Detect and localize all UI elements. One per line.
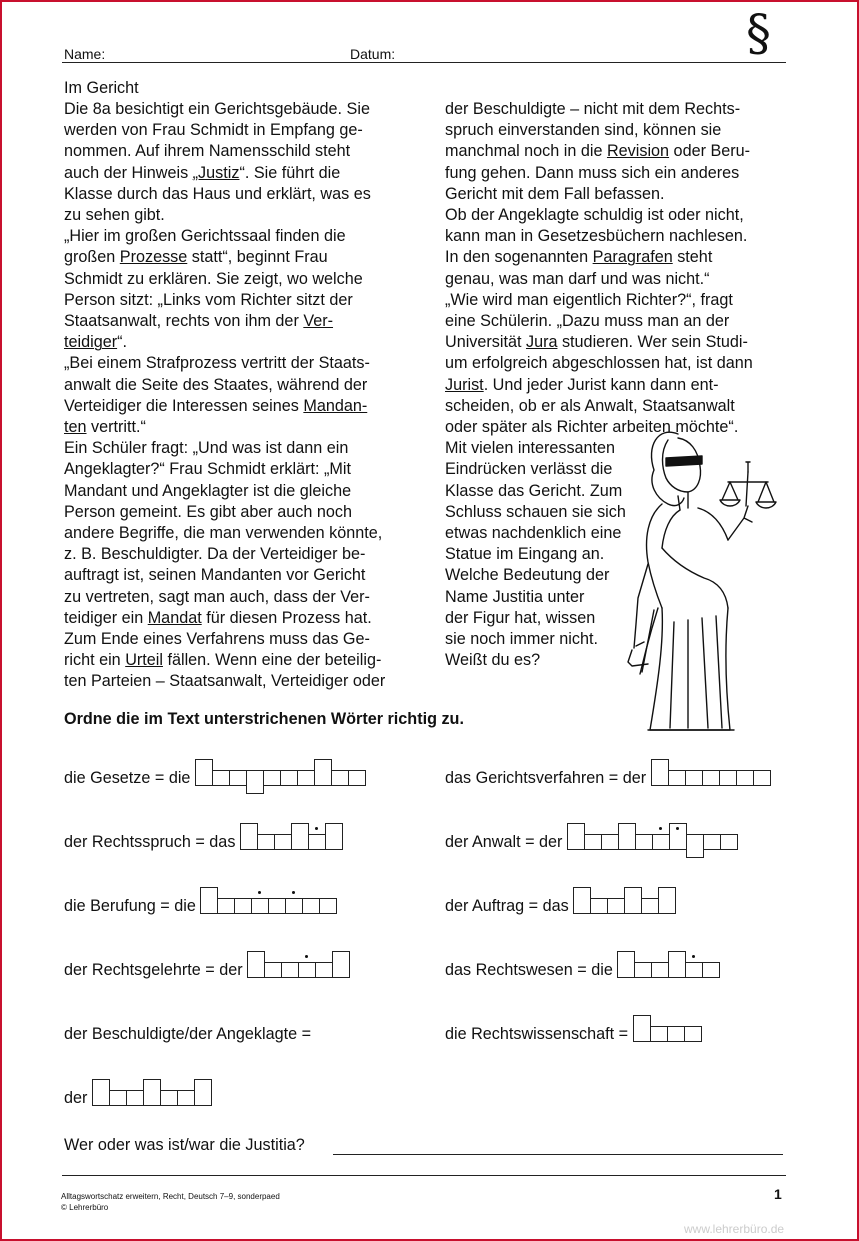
- paragraph-icon: §: [746, 4, 771, 62]
- letter-box[interactable]: [624, 887, 642, 914]
- exercise-beschuldigte: [64, 1024, 311, 1044]
- letter-box[interactable]: [635, 834, 653, 850]
- footer-rule: [62, 1175, 786, 1176]
- exercise-rechtsgelehrte: [64, 960, 351, 980]
- right-text-line: Eindrücken verlässt die: [445, 460, 613, 479]
- right-text-line: Ob der Angeklagte schuldig ist oder nicht,: [445, 206, 744, 225]
- letter-box-group: [573, 898, 677, 914]
- letter-box[interactable]: [314, 759, 332, 786]
- letter-box[interactable]: [160, 1090, 178, 1106]
- letter-box[interactable]: [194, 1079, 212, 1106]
- right-text-line: Mit vielen interessanten: [445, 439, 616, 458]
- right-text-line: Name Justitia unter: [445, 587, 585, 606]
- letter-box[interactable]: [264, 962, 282, 978]
- underlined-word: Jura: [525, 333, 558, 352]
- left-text-line: Person gemeint. Es gibt aber auch noch: [64, 502, 352, 521]
- letter-box[interactable]: [298, 962, 316, 978]
- letter-box[interactable]: [567, 823, 585, 850]
- right-text-line: spruch einverstanden sind, können sie: [445, 121, 722, 140]
- right-text-line: Jurist. Und jeder Jurist kann dann ent-: [445, 375, 719, 394]
- umlaut-dot-marker: [315, 827, 318, 830]
- exercise-prompt: der Auftrag = das: [445, 897, 574, 915]
- left-text-line: Verteidiger die Interessen seines Mandan-: [64, 396, 368, 415]
- letter-box[interactable]: [573, 887, 591, 914]
- letter-box[interactable]: [652, 834, 670, 850]
- letter-box[interactable]: [195, 759, 213, 786]
- left-text-line: auch der Hinweis „Justiz“. Sie führt die: [64, 163, 341, 182]
- left-text-line: werden von Frau Schmidt in Empfang ge-: [64, 121, 363, 140]
- letter-box[interactable]: [217, 898, 235, 914]
- letter-box[interactable]: [641, 898, 659, 914]
- letter-box[interactable]: [702, 770, 720, 786]
- letter-box-group: [240, 834, 344, 850]
- exercise-prompt: die Berufung = die: [64, 897, 201, 915]
- letter-box-group: [200, 898, 338, 914]
- letter-box-group: [651, 770, 772, 786]
- left-text-line: ten Parteien – Staatsanwalt, Verteidiger oder: [64, 672, 386, 691]
- exercise-prompt: der Rechtsgelehrte = der: [64, 961, 248, 979]
- underlined-word: Prozesse: [119, 248, 188, 267]
- left-text-line: teidiger ein Mandat für diesen Prozess hat.: [64, 608, 372, 627]
- right-text-line: Universität Jura studieren. Wer sein Studi-: [445, 333, 748, 352]
- letter-box[interactable]: [263, 770, 281, 786]
- exercise-prompt: die Gesetze = die: [64, 769, 195, 787]
- letter-box[interactable]: [126, 1090, 144, 1106]
- letter-box[interactable]: [274, 834, 292, 850]
- exercise-gerichtsverfahren: [445, 768, 772, 788]
- left-text-line: Mandant und Angeklagter ist die gleiche: [64, 481, 352, 500]
- left-text-line: Zum Ende eines Verfahrens muss das Ge-: [64, 630, 370, 649]
- letter-box[interactable]: [634, 962, 652, 978]
- letter-box[interactable]: [268, 898, 286, 914]
- letter-box[interactable]: [251, 898, 269, 914]
- exercise-prompt: der Rechtsspruch = das: [64, 833, 240, 851]
- right-text-line: Welche Bedeutung der: [445, 566, 610, 585]
- letter-box[interactable]: [618, 823, 636, 850]
- left-text-line: nommen. Auf ihrem Namensschild steht: [64, 142, 351, 161]
- underlined-word: Urteil: [125, 651, 163, 670]
- letter-box[interactable]: [247, 951, 265, 978]
- right-text-line: Schluss schauen sie sich: [445, 502, 626, 521]
- left-text-line: andere Begriffe, die man verwenden könnte,: [64, 524, 383, 543]
- left-text-line: Staatsanwalt, rechts von ihm der Ver-: [64, 312, 334, 331]
- letter-box[interactable]: [607, 898, 625, 914]
- letter-box[interactable]: [302, 898, 320, 914]
- underlined-word: Mandat: [147, 608, 202, 627]
- exercise-rechtsspruch: [64, 832, 344, 852]
- exercise-gesetze: [64, 768, 367, 788]
- letter-box[interactable]: [285, 898, 303, 914]
- letter-box[interactable]: [291, 823, 309, 850]
- left-text-line: zu vertreten, sagt man auch, dass der Ver-: [64, 587, 370, 606]
- right-text-line: um erfolgreich abgeschlossen hat, ist dann: [445, 354, 753, 373]
- letter-box[interactable]: [668, 951, 686, 978]
- letter-box[interactable]: [702, 962, 720, 978]
- left-text-line: anwalt die Seite des Staates, während der: [64, 375, 368, 394]
- letter-box-group: [195, 770, 367, 786]
- header-rule: [62, 62, 786, 63]
- right-text-line: fung gehen. Dann muss sich ein anderes: [445, 163, 740, 182]
- exercise-prompt: das Gerichtsverfahren = der: [445, 769, 651, 787]
- right-text-line: Weißt du es?: [445, 651, 541, 670]
- left-text-line: z. B. Beschuldigter. Da der Verteidiger be-: [64, 545, 366, 564]
- left-text-line: richt ein Urteil fällen. Wenn eine der beteilig-: [64, 651, 382, 670]
- letter-box-group: [92, 1090, 213, 1106]
- letter-box[interactable]: [143, 1079, 161, 1106]
- letter-box[interactable]: [325, 823, 343, 850]
- right-text-line: oder später als Richter arbeiten möchte“.: [445, 418, 739, 437]
- letter-box[interactable]: [720, 834, 738, 850]
- underlined-word: Ver-: [303, 312, 334, 331]
- justitia-statue-illustration: [618, 412, 788, 742]
- letter-box-group: [617, 962, 721, 978]
- underlined-word: „Justiz: [192, 163, 240, 182]
- page-title: Im Gericht: [64, 79, 139, 97]
- exercise-prompt: der: [64, 1089, 92, 1107]
- letter-box[interactable]: [308, 834, 326, 850]
- exercise-berufung: [64, 896, 338, 916]
- right-text-line: scheiden, ob er als Anwalt, Staatsanwalt: [445, 396, 735, 415]
- letter-box[interactable]: [109, 1090, 127, 1106]
- left-text-line: Person sitzt: „Links vom Richter sitzt der: [64, 290, 353, 309]
- right-text-line: „Wie wird man eigentlich Richter?“, fragt: [445, 290, 733, 309]
- right-text-line: manchmal noch in die Revision oder Beru-: [445, 142, 751, 161]
- exercise-auftrag: [445, 896, 677, 916]
- letter-box[interactable]: [240, 823, 258, 850]
- left-text-line: auftragt ist, seinen Mandanten vor Gericht: [64, 566, 366, 585]
- right-text-line: sie noch immer nicht.: [445, 630, 598, 649]
- letter-box[interactable]: [658, 887, 676, 914]
- letter-box[interactable]: [177, 1090, 195, 1106]
- left-text-line: teidiger“.: [64, 333, 127, 352]
- underlined-word: Paragrafen: [592, 248, 673, 267]
- letter-box[interactable]: [280, 770, 298, 786]
- letter-box[interactable]: [200, 887, 218, 914]
- left-text-line: „Hier im großen Gerichtssaal finden die: [64, 227, 346, 246]
- footer-source: Alltagswortschatz erweitern, Recht, Deutsch 7–9, sonderpaed: [61, 1192, 280, 1201]
- left-text-line: Klasse durch das Haus und erklärt, was es: [64, 184, 371, 203]
- letter-box[interactable]: [601, 834, 619, 850]
- right-text-line: etwas nachdenklich eine: [445, 524, 622, 543]
- letter-box[interactable]: [719, 770, 737, 786]
- right-text-line: Klasse das Gericht. Zum: [445, 481, 623, 500]
- letter-box-group: [633, 1026, 703, 1042]
- umlaut-dot-marker: [676, 827, 679, 830]
- exercise-prompt: der Anwalt = der: [445, 833, 567, 851]
- letter-box[interactable]: [348, 770, 366, 786]
- underlined-word: Mandan-: [303, 396, 368, 415]
- left-text-line: ten vertritt.“: [64, 418, 146, 437]
- left-text-line: Schmidt zu erklären. Sie zeigt, wo welche: [64, 269, 363, 288]
- letter-box[interactable]: [332, 951, 350, 978]
- letter-box[interactable]: [257, 834, 275, 850]
- letter-box[interactable]: [650, 1026, 668, 1042]
- letter-box[interactable]: [686, 834, 704, 858]
- right-text-line: der Beschuldigte – nicht mit dem Rechts-: [445, 100, 741, 118]
- right-text-line: Statue im Eingang an.: [445, 545, 605, 564]
- underlined-word: Jurist: [445, 375, 484, 394]
- letter-box-group: [567, 834, 739, 850]
- letter-box[interactable]: [667, 1026, 685, 1042]
- left-text-line: zu sehen gibt.: [64, 206, 165, 225]
- exercise-rechtswesen: [445, 960, 721, 980]
- footer-copyright: © Lehrerbüro: [61, 1203, 109, 1212]
- page-number: 1: [774, 1186, 782, 1202]
- name-label: Name:: [64, 46, 106, 62]
- left-text-line: großen Prozesse statt“, beginnt Frau: [64, 248, 328, 267]
- letter-box[interactable]: [736, 770, 754, 786]
- left-text-line: Angeklagter?“ Frau Schmidt erklärt: „Mit: [64, 460, 351, 479]
- letter-box-group: [247, 962, 351, 978]
- letter-box[interactable]: [212, 770, 230, 786]
- letter-box[interactable]: [753, 770, 771, 786]
- answer-line[interactable]: [333, 1154, 783, 1155]
- underlined-word: teidiger: [64, 333, 118, 352]
- letter-box[interactable]: [703, 834, 721, 850]
- exercise-prompt: die Rechtswissenschaft =: [445, 1025, 633, 1043]
- letter-box[interactable]: [297, 770, 315, 786]
- right-text-line: kann man in Gesetzesbüchern nachlesen.: [445, 227, 748, 246]
- letter-box[interactable]: [684, 1026, 702, 1042]
- letter-box[interactable]: [651, 759, 669, 786]
- left-text-line: „Bei einem Strafprozess vertritt der Staats-: [64, 354, 370, 373]
- right-text-line: Gericht mit dem Fall befassen.: [445, 184, 665, 203]
- letter-box[interactable]: [617, 951, 635, 978]
- umlaut-dot-marker: [659, 827, 662, 830]
- letter-box[interactable]: [685, 770, 703, 786]
- left-text-line: Die 8a besichtigt ein Gerichtsgebäude. Sie: [64, 100, 370, 118]
- letter-box[interactable]: [584, 834, 602, 850]
- letter-box[interactable]: [590, 898, 608, 914]
- letter-box[interactable]: [319, 898, 337, 914]
- left-text-line: Ein Schüler fragt: „Und was ist dann ein: [64, 439, 349, 458]
- task-instruction: Ordne die im Text unterstrichenen Wörter richtig zu.: [64, 710, 464, 728]
- right-text-line: eine Schülerin. „Dazu muss man an der: [445, 312, 730, 331]
- exercise-rechtswissenschaft: [445, 1024, 703, 1044]
- letter-box[interactable]: [685, 962, 703, 978]
- letter-box[interactable]: [281, 962, 299, 978]
- underlined-word: ten: [64, 418, 87, 437]
- letter-box[interactable]: [246, 770, 264, 794]
- letter-box[interactable]: [229, 770, 247, 786]
- right-text-line: der Figur hat, wissen: [445, 608, 596, 627]
- justitia-question: Wer oder was ist/war die Justitia?: [64, 1136, 305, 1154]
- letter-box[interactable]: [633, 1015, 651, 1042]
- right-text-line: genau, was man darf und was nicht.“: [445, 269, 710, 288]
- exercise-prompt: der Beschuldigte/der Angeklagte =: [64, 1025, 312, 1043]
- right-text-line: In den sogenannten Paragrafen steht: [445, 248, 713, 267]
- underlined-word: Revision: [606, 142, 670, 161]
- letter-box[interactable]: [92, 1079, 110, 1106]
- letter-box[interactable]: [331, 770, 349, 786]
- letter-box[interactable]: [668, 770, 686, 786]
- watermark: www.lehrerbüro.de: [684, 1222, 785, 1236]
- date-label: Datum:: [350, 46, 396, 62]
- letter-box[interactable]: [651, 962, 669, 978]
- exercise-anwalt: [445, 832, 739, 852]
- letter-box[interactable]: [315, 962, 333, 978]
- exercise-prompt: das Rechtswesen = die: [445, 961, 618, 979]
- letter-box[interactable]: [234, 898, 252, 914]
- exercise-mandant: [64, 1088, 213, 1108]
- text-column-left: [64, 99, 434, 693]
